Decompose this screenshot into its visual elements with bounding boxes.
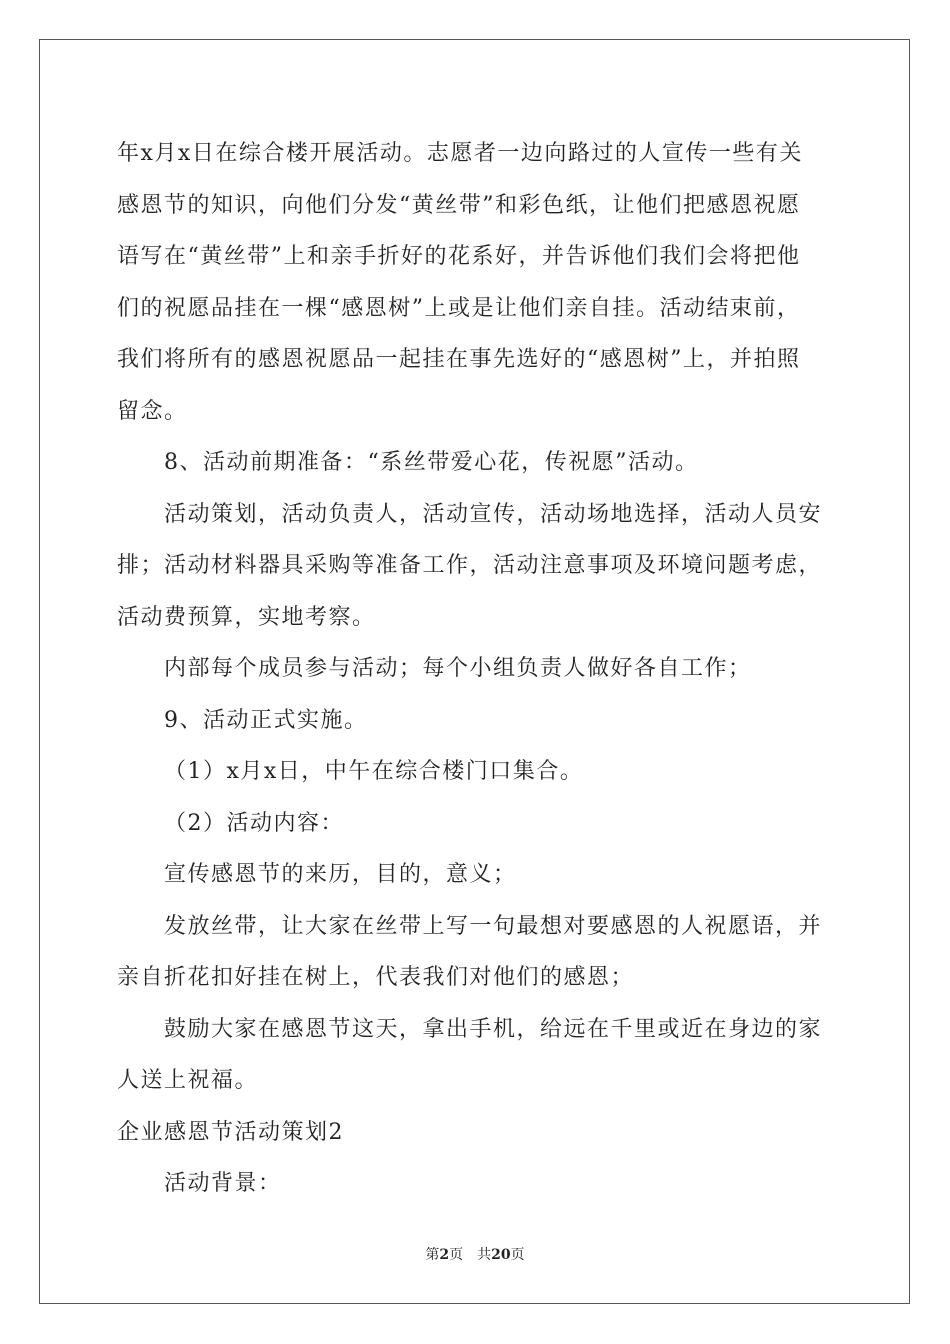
text-line: 活动费预算，实地考察。	[117, 604, 376, 630]
text-line: 活动策划，活动负责人，活动宣传，活动场地选择，活动人员安	[164, 501, 823, 527]
text-line: 9、活动正式实施。	[164, 707, 368, 733]
text-line: 内部每个成员参与活动；每个小组负责人做好各自工作；	[164, 656, 752, 681]
text-line: 我们将所有的感恩祝愿品一起挂在事先选好的“感恩树”上，并拍照	[117, 347, 801, 372]
text-line: （2）活动内容：	[164, 810, 344, 836]
text-line: 亲自折花扣好挂在树上，代表我们对他们的感恩；	[117, 965, 635, 990]
text-line: 年x月x日在综合楼开展活动。志愿者一边向路过的人宣传一些有关	[117, 141, 803, 166]
text-line: 发放丝带，让大家在丝带上写一句最想对要感恩的人祝愿语，并	[164, 913, 823, 939]
text-line: 宣传感恩节的来历，目的，意义；	[164, 862, 517, 887]
text-line: 语写在“黄丝带”上和亲手折好的花系好，并告诉他们我们会将把他	[117, 244, 801, 269]
page-prefix: 第	[425, 1247, 440, 1263]
section-heading: 企业感恩节活动策划2	[117, 1119, 344, 1145]
text-line: 人送上祝福。	[117, 1068, 259, 1093]
page-suffix: 页	[449, 1247, 464, 1263]
text-line: 活动背景：	[164, 1171, 282, 1196]
page-footer	[0, 1244, 950, 1264]
total-prefix: 共	[477, 1247, 492, 1263]
page-number: 2	[439, 1247, 450, 1263]
text-line: 排；活动材料器具采购等准备工作，活动注意事项及环境问题考虑，	[117, 553, 823, 578]
text-line: 鼓励大家在感恩节这天，拿出手机，给远在千里或近在身边的家	[164, 1016, 823, 1042]
text-line: 留念。	[117, 398, 188, 424]
text-line: 感恩节的知识，向他们分发“黄丝带”和彩色纸，让他们把感恩祝愿	[117, 192, 801, 218]
total-suffix: 页	[510, 1247, 525, 1263]
text-line: 们的祝愿品挂在一棵“感恩树”上或是让他们亲自挂。活动结束前，	[117, 295, 801, 321]
total-pages: 20	[491, 1247, 511, 1263]
document-body	[117, 128, 833, 1210]
text-line: 8、活动前期准备：“系丝带爱心花，传祝愿”活动。	[164, 450, 699, 475]
text-line: （1）x月x日，中午在综合楼门口集合。	[164, 759, 584, 784]
